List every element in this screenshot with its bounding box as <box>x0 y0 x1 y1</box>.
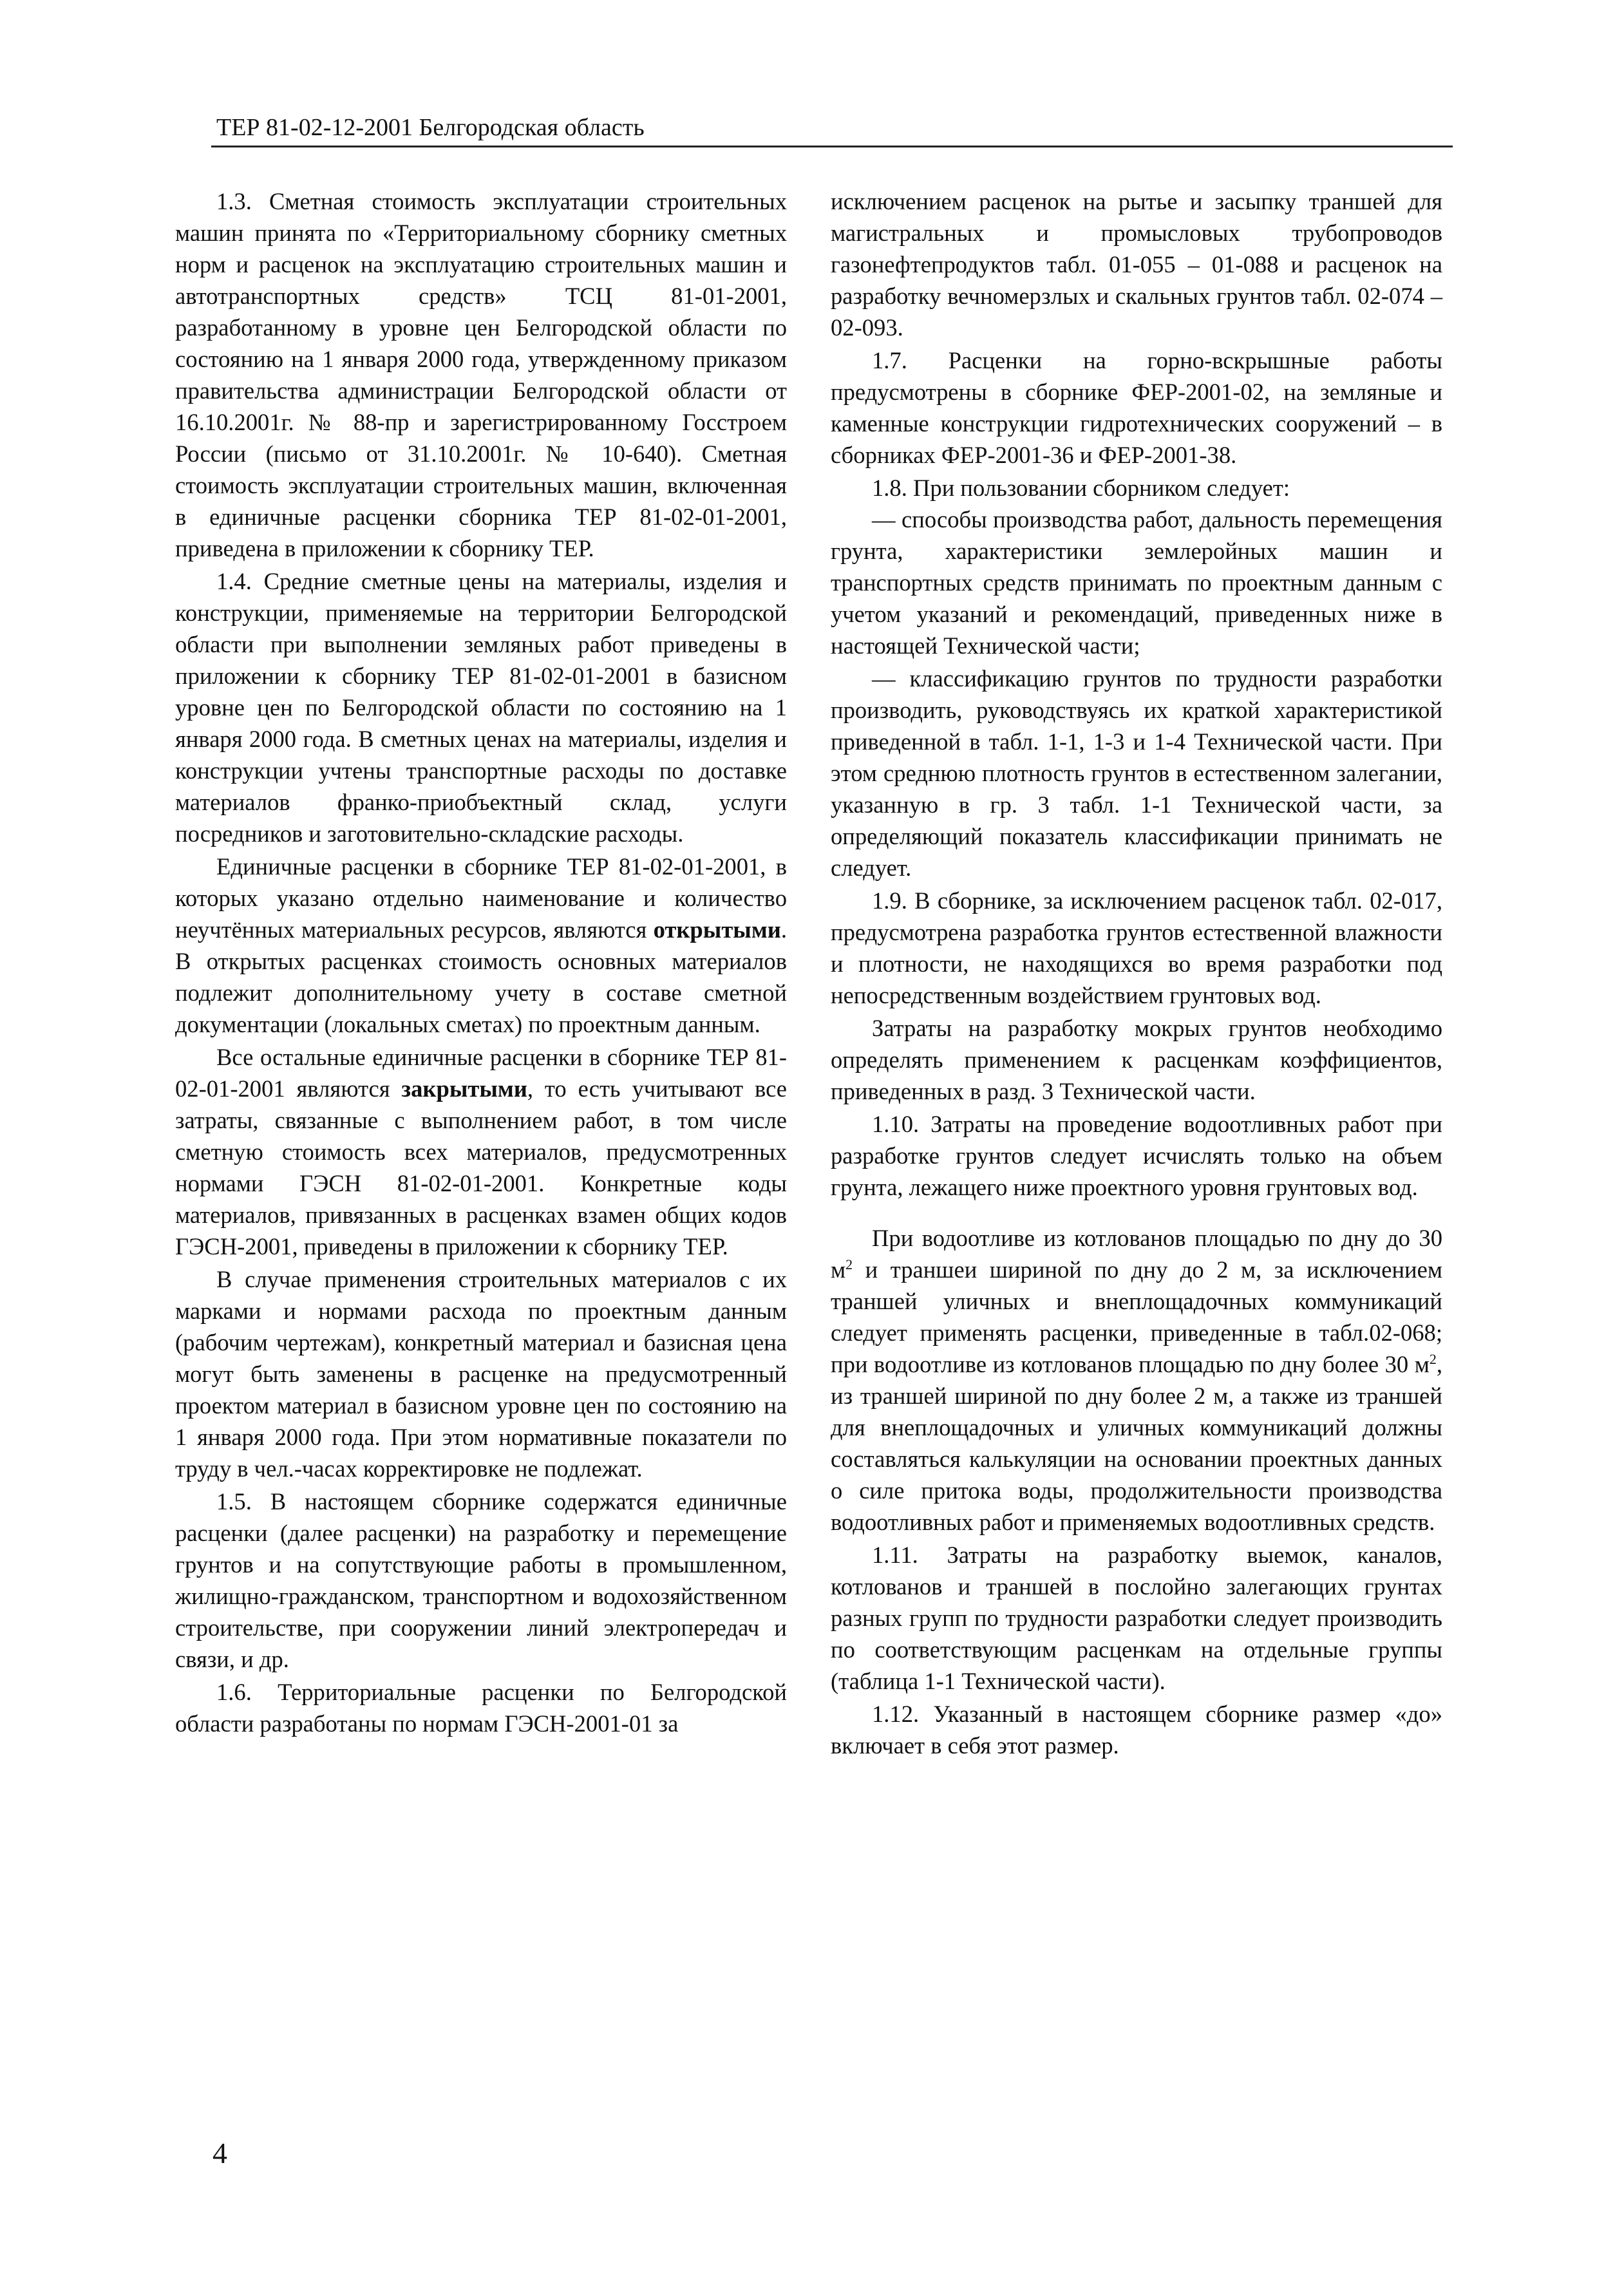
paragraph-1-6-continued: исключением расценок на рытье и засыпку траншей для магистральных и промысловых трубопроводов газонефтепродуктов табл. 01-055 – 01-088 и расценок на разработку вечномерзлых и скальных грунтов табл. 02-074 – 02-093. <box>831 188 1442 341</box>
paragraph-1-8: 1.8. При пользовании сборником следует: <box>872 475 1290 501</box>
page-header <box>211 108 1453 147</box>
paragraph-1-5: 1.5. В настоящем сборнике содержатся единичные расценки (далее расценки) на разработку и перемещение грунтов и на сопутствующие работы в промышленном, жилищно-гражданском, транспортном и водохозяйственном строительстве, при сооружении линий электропередач и связи, и др. <box>175 1488 787 1672</box>
paragraph-dewatering <box>831 1222 1442 1538</box>
superscript-2: 2 <box>1429 1350 1437 1367</box>
paragraph-open-rates-text-a: Единичные расценки в сборнике ТЕР 81-02-01-2001, в которых указано отдельно наименование и количество неучтённых материальных ресурсов, являются <box>175 853 787 943</box>
paragraph-wet-soils: Затраты на разработку мокрых грунтов необходимо определять применением к расценкам коэффициентов, приведенных в разд. 3 Технической части. <box>831 1015 1442 1104</box>
paragraph-1-3: 1.3. Сметная стоимость эксплуатации строительных машин принята по «Территориальному сборнику сметных норм и расценок на эксплуатацию строительных машин и автотранспортных средств» ТСЦ 81-01-2001, разработанному в уровне цен Белгородской области по состоянию на 1 января 2000 года, утвержденному приказом правительства администрации Белгородской области от 16.10.2001г. № 88-пр и зарегистрированному Госстроем России (письмо от 31.10.2001г. № 10-640). Сметная стоимость эксплуатации строительных машин, включенная в единичные расценки сборника ТЕР 81-02-01-2001, приведена в приложении к сборнику ТЕР. <box>175 188 787 562</box>
paragraph-1-11: 1.11. Затраты на разработку выемок, каналов, котлованов и траншей в послойно залегающих грунтах разных групп по трудности разработки следует производить по соответствующим расценкам на отдельные группы (таблица 1-1 Технической части). <box>831 1542 1442 1694</box>
paragraph-1-12: 1.12. Указанный в настоящем сборнике размер «до» включает в себя этот размер. <box>831 1701 1442 1759</box>
list-item-work-methods: — способы производства работ, дальность перемещения грунта, характеристики землеройных машин и транспортных средств принимать по проектным данным с учетом указаний и рекомендаций, приведенных ниже в настоящей Технической части; <box>831 506 1442 659</box>
paragraph-dewatering-text-a: При водоотливе из котлованов площадью по дну до 30 м <box>831 1225 1442 1283</box>
paragraph-1-10: 1.10. Затраты на проведение водоотливных работ при разработке грунтов следует исчислять только на объем грунта, лежащего ниже проектного уровня грунтовых вод. <box>831 1111 1442 1200</box>
header-title: ТЕР 81-02-12-2001 Белгородская область <box>216 114 645 141</box>
closed-rates-bold-term: закрытыми <box>401 1075 527 1102</box>
superscript-2: 2 <box>845 1256 853 1272</box>
paragraph-materials-replacement: В случае применения строительных материалов с их марками и нормами расхода по проектным данным (рабочим чертежам), конкретный материал и базисная цена могут быть заменены в расценке на предусмотренный проектом материал в базисном уровне цен по состоянию на 1 января 2000 года. При этом нормативные показатели по труду в чел.-часах корректировке не подлежат. <box>175 1266 787 1482</box>
paragraph-closed-rates-text-b: , то есть учитывают все затраты, связанные с выполнением работ, в том числе сметную стоимость всех материалов, предусмотренных нормами ГЭСН 81-02-01-2001. Конкретные коды материалов, привязанных в расценках взамен общих кодов ГЭСН-2001, приведены в приложении к сборнику ТЕР. <box>175 1075 787 1260</box>
paragraph-1-4: 1.4. Средние сметные цены на материалы, изделия и конструкции, применяемые на территории Белгородской области при выполнении земляных работ приведены в приложении к сборнику ТЕР 81-02-01-2001 в базисном уровне цен по Белгородской области по состоянию на 1 января 2000 года. В сметных ценах на материалы, изделия и конструкции учтены транспортные расходы по доставке материалов франко-приобъектный склад, услуги посредников и заготовительно-складские расходы. <box>175 568 787 847</box>
right-column <box>831 185 1442 1761</box>
paragraph-closed-rates <box>175 1041 787 1262</box>
paragraph-1-7: 1.7. Расценки на горно-вскрышные работы предусмотрены в сборнике ФЕР-2001-02, на земляные и каменные конструкции гидротехнических сооружений – в сборниках ФЕР-2001-36 и ФЕР-2001-38. <box>831 347 1442 468</box>
paragraph-open-rates <box>175 851 787 1040</box>
page-number: 4 <box>212 2137 227 2169</box>
paragraph-dewatering-text-c: , из траншей шириной по дну более 2 м, а также из траншей для внеплощадочных и уличных коммуникаций должны составляться калькуляции на основании проектных данных о силе притока воды, продолжительности производства водоотливных работ и применяемых водоотливных средств. <box>831 1351 1442 1535</box>
paragraph-dewatering-text-b: и траншеи шириной по дну до 2 м, за исключением траншей уличных и внеплощадочных коммуникаций следует применять расценки, приведенные в табл.02-068; при водоотливе из котлованов площадью по дну более 30 м <box>831 1256 1442 1377</box>
paragraph-1-9: 1.9. В сборнике, за исключением расценок табл. 02-017, предусмотрена разработка грунтов естественной влажности и плотности, не находящихся во время разработки под непосредственным воздействием грунтовых вод. <box>831 887 1442 1008</box>
open-rates-bold-term: открытыми <box>653 916 781 943</box>
paragraph-1-6: 1.6. Территориальные расценки по Белгородской области разработаны по нормам ГЭСН-2001-01 за <box>175 1679 787 1737</box>
list-item-soil-classification: — классификацию грунтов по трудности разработки производить, руководствуясь их краткой характеристикой приведенной в табл. 1-1, 1-3 и 1-4 Технической части. При этом среднюю плотность грунтов в естественном залегании, указанную в гр. 3 табл. 1-1 Технической части, за определяющий показатель классификации принимать не следует. <box>831 665 1442 881</box>
paragraph-closed-rates-text-a: Все остальные единичные расценки в сборнике ТЕР 81-02-01-2001 являются <box>175 1044 787 1102</box>
left-column <box>175 185 787 1739</box>
paragraph-open-rates-text-b: . В открытых расценках стоимость основных материалов подлежит дополнительному учету в составе сметной документации (локальных сметах) по проектным данным. <box>175 916 787 1037</box>
